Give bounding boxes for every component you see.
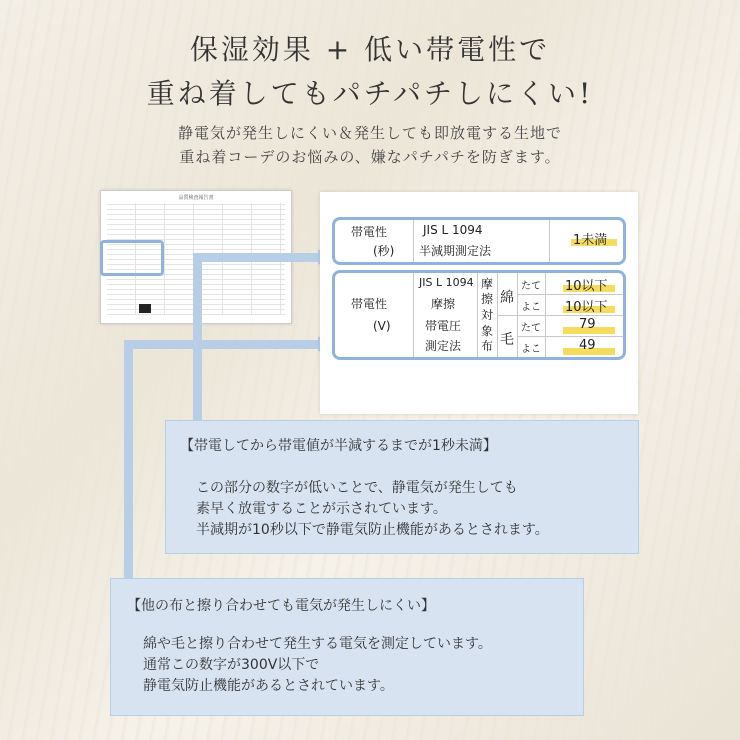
rub-target-char-2: 擦 — [480, 292, 493, 306]
half-life-label-top: 帯電性 — [351, 225, 388, 239]
half-life-explanation-heading: 【帯電してから帯電値が半減するまでが1秒未満】 — [180, 438, 497, 454]
row-4-direction: よこ — [521, 344, 541, 355]
rub-target-char-1: 摩 — [480, 277, 493, 291]
friction-explanation-line-1: 綿や毛と擦り合わせて発生する電気を測定しています。 — [143, 636, 492, 652]
voltage-method-1: JIS L 1094 — [419, 276, 474, 289]
half-life-result-box — [332, 217, 626, 265]
fabric-wool: 毛 — [500, 332, 514, 348]
voltage-method-3: 帯電圧 — [425, 319, 462, 333]
connector-vertical-2 — [124, 340, 133, 587]
report-stamp — [139, 304, 151, 313]
report-title: 品質検査報告書 — [178, 195, 214, 201]
rub-target-char-3: 対 — [480, 308, 493, 322]
row-4-value: 49 — [579, 338, 596, 353]
half-life-explanation-line-1: この部分の数字が低いことで、静電気が発生しても — [196, 480, 518, 496]
voltage-result-box — [332, 270, 626, 360]
row-2-value: 10以下 — [565, 300, 608, 315]
friction-explanation-box — [110, 578, 584, 716]
voltage-label-top: 帯電性 — [351, 297, 388, 311]
connector-horizontal-2 — [124, 340, 318, 349]
half-life-label-bottom: (秒) — [373, 244, 395, 258]
rub-target-char-4: 象 — [480, 324, 493, 338]
half-life-value: 1未満 — [573, 233, 608, 248]
row-1-direction: たて — [521, 281, 541, 292]
half-life-method-top: JIS L 1094 — [423, 223, 483, 237]
fabric-cotton: 綿 — [500, 290, 514, 306]
row-1-value: 10以下 — [565, 279, 608, 294]
voltage-method-4: 測定法 — [425, 339, 462, 353]
row-3-direction: たて — [521, 323, 541, 334]
friction-explanation-heading: 【他の布と擦り合わせても電気が発生しにくい】 — [127, 598, 435, 614]
half-life-explanation-line-2: 素早く放電することが示されています。 — [196, 501, 447, 517]
subtitle-line-1: 静電気が発生しにくい＆発生しても即放電する生地で — [177, 124, 562, 142]
friction-explanation-line-3: 静電気防止機能があるとされています。 — [143, 678, 394, 694]
title-line-1: 保湿効果 + 低い帯電性で — [189, 33, 551, 66]
title-line-2: 重ね着してもパチパチしにくい! — [146, 77, 594, 110]
row-3-value: 79 — [579, 317, 596, 332]
report-highlight-frame — [100, 240, 164, 276]
half-life-explanation-line-3: 半減期が10秒以下で静電気防止機能があるとされます。 — [196, 522, 549, 538]
voltage-label-bottom: (V) — [373, 319, 391, 333]
friction-explanation-line-2: 通常この数字が300V以下で — [143, 657, 320, 673]
rub-target-char-5: 布 — [480, 339, 493, 353]
half-life-method-bottom: 半減期測定法 — [419, 244, 492, 258]
voltage-method-2: 摩擦 — [431, 297, 456, 311]
subtitle-line-2: 重ね着コーデのお悩みの、嫌なパチパチを防ぎます。 — [179, 148, 561, 166]
row-2-direction: よこ — [521, 302, 541, 313]
half-life-explanation-box — [165, 420, 639, 554]
results-panel — [320, 192, 638, 414]
connector-horizontal-1 — [193, 253, 318, 262]
